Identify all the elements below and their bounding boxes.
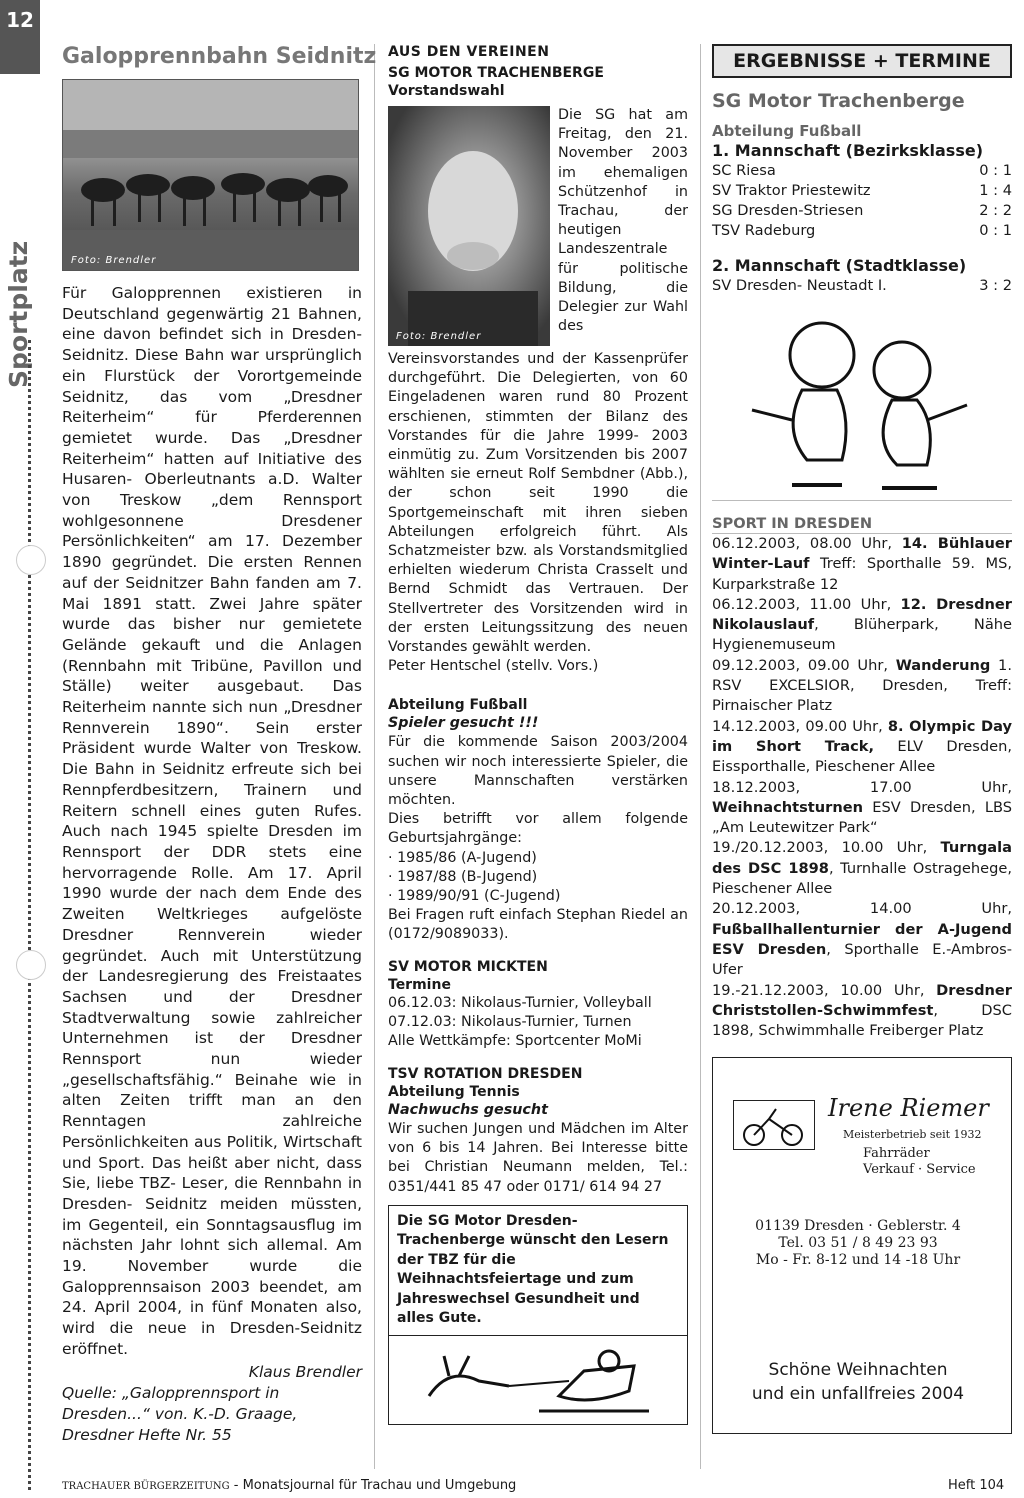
event-item: 18.12.2003, 17.00 Uhr, Weihnachtsturnen ESV Dresden, LBS „Am Leutewitzer Park“ — [712, 778, 1012, 837]
results-header: ERGEBNISSE + TERMINE — [712, 44, 1012, 78]
section-kicker: AUS DEN VEREINEN — [388, 44, 550, 60]
shop-since: Meisterbetrieb seit 1932 — [843, 1128, 982, 1142]
ice-hockey-cartoon — [712, 310, 1012, 501]
author: Klaus Brendler — [248, 1362, 362, 1381]
club-title: SV MOTOR MICKTEN — [388, 959, 548, 976]
birth-year-item: · 1989/90/91 (C-Jugend) — [388, 887, 561, 904]
ad-wish: Schöne Weihnachten — [768, 1360, 948, 1381]
results-list — [712, 161, 1012, 241]
club-subtitle: Vorstandswahl — [388, 83, 505, 99]
dotted-margin-rule — [28, 340, 31, 1490]
person-illustration — [388, 106, 550, 346]
article-body: Für Galopprennen existieren in Deutschland gegenwärtig 21 Bahnen, eine davon befindet sich in Dresden- Seidnitz. Diese Bahn war ursprünglich ein Flurstück der Vorortgemeinde Seidnitz, das vom „Dresdner Reiterheim“ für Pferderennen gemietet wurde. Das „Dresdner Reiterheim“ hatten auf Initiative des Husaren- Oberleutnants a.D. Walter von Treskow „dem Rennsport wohlgesonnene Dresdener Persönlichkeiten“ am 17. Dezember 1890 gegründet. Die ersten Rennen auf der Seidnitzer Bahn fanden am 7. Mai 1891 statt. Zwei Jahre später wurde das bisher nur gemietete Gelände gekauft und die Anlagen (Rennbahn mit Tribüne, Pavillon und Ställe) weiter ausgebaut. Das Reiterheim nannte sich nun „Dresdner Rennverein 1890“. Sein erster Präsident wurde Walter von Treskow. Die Bahn in Seidnitz erfreute sich bei Rennpferdbesitzern, Trainern und Reitern schnell eines guten Rufes. Auch nach 1945 spielte Dresden im Rennsport der DDR stets eine hervorragende Rolle. Am 17. April 1990 wurde der nach dem Ende des Zweiten Weltkrieges aufgelöste Dresdner Rennverein wieder gegründet. Auch mit Unterstützung der Landesregierung des Freistaates Sachsen und der Dresdner Stadtverwaltung sowie zahlreicher Unternehmen ist der Dresdner Rennsport nun wieder „gesellschaftsfähig.“ Beinahe wie in alten Zeiten trifft man an den Renntagen zahlreiche Persönlichkeiten aus Politik, Wirtschaft und Sport. Das heißt aber nicht, dass Sie, liebe TBZ- Leser, die Rennbahn in Dresden- Seidnitz meiden müssten, im Gegenteil, ein Sonntagsausflug im nächsten Jahr lohnt sich allemal. Am 19. November wurde die Galopprennsaison 2003 beendet, am 24. April 2004, in fünf Monaten also, wird die neue in Dresden-Seidnitz eröffnet. — [62, 284, 362, 1358]
paper-tagline: - Monatsjournal für Trachau und Umgebung — [229, 1478, 517, 1493]
result-row: SC Riesa 0 : 1 — [712, 162, 1012, 179]
sport-heading: SPORT IN DRESDEN — [712, 515, 1012, 534]
shop-line: Verkauf · Service — [863, 1162, 976, 1178]
birth-year-item: · 1987/88 (B-Jugend) — [388, 868, 538, 885]
club-subtitle: Termine — [388, 977, 451, 994]
issue-number: Heft 104 — [948, 1478, 1005, 1493]
shop-line: Fahrräder — [863, 1146, 930, 1162]
tennis-text: Wir suchen Jungen und Mädchen im Alter von 6 bis 14 Jahren. Bei Interesse bitte bei Christian Neumann melden, Tel.: 0351/441 85 47 oder 0171/ 614 94 27 — [388, 1121, 688, 1195]
team-title: 1. Mannschaft (Bezirksklasse) — [712, 141, 983, 160]
sleigh-illustration — [388, 1336, 688, 1425]
signature: Peter Hentschel (stellv. Vors.) — [388, 658, 599, 675]
club-title: TSV ROTATION DRESDEN — [388, 1066, 583, 1083]
result-row: SG Dresden-Striesen 2 : 2 — [712, 202, 1012, 219]
result-row: TSV Radeburg 0 : 1 — [712, 222, 1012, 239]
birth-years-intro: Dies betrifft vor allem folgende Geburtsjahrgänge: — [388, 811, 688, 847]
column-divider — [700, 44, 701, 1469]
portrait-photo — [388, 106, 550, 346]
result-row: SV Dresden- Neustadt I. 3 : 2 — [712, 277, 1012, 294]
event-item: 06.12.2003, 11.00 Uhr, 12. Dresdner Nikolauslauf, Blüherpark, Nähe Hygienemuseum — [712, 595, 1012, 654]
photo-credit: Foto: Brendler — [71, 255, 157, 266]
result-row: SV Traktor Priestewitz 1 : 4 — [712, 182, 1012, 199]
date-line: Alle Wettkämpfe: Sportcenter MoMi — [388, 1033, 642, 1050]
event-item: 09.12.2003, 09.00 Uhr, Wanderung 1. RSV EXCELSIOR, Dresden, Treff: Pirnaischer Platz — [712, 656, 1012, 715]
date-line: 07.12.03: Nikolaus-Turnier, Turnen — [388, 1014, 632, 1031]
department-title: Abteilung Fußball — [712, 122, 862, 140]
shop-phone: Tel. 03 51 / 8 49 23 93 — [778, 1235, 938, 1252]
date-line: 06.12.03: Nikolaus-Turnier, Volleyball — [388, 995, 652, 1012]
department-title: Abteilung Fußball — [388, 697, 528, 714]
paper-name: TRACHAUER BÜRGERZEITUNG — [62, 1481, 230, 1492]
punch-hole — [16, 545, 46, 575]
bicycle-shop-ad — [712, 1057, 1012, 1434]
shop-hours: Mo - Fr. 8-12 und 14 -18 Uhr — [755, 1252, 961, 1269]
results-schedule — [712, 44, 1012, 1434]
section-sidebar — [0, 74, 40, 1494]
event-item: 06.12.2003, 08.00 Uhr, 14. Bühlauer Winter-Lauf Treff: Sporthalle 59. MS, Kurparkstraße 12 — [712, 535, 1012, 593]
ad-wish: und ein unfallfreies 2004 — [751, 1384, 965, 1405]
racecourse-photo — [62, 79, 359, 271]
event-item: 20.12.2003, 14.00 Uhr, Fußballhallenturnier der A-Jugend ESV Dresden, Sporthalle E.-Ambros-Ufer — [712, 900, 1012, 979]
club-title: SG Motor Trachenberge — [712, 90, 965, 112]
shop-address: 01139 Dresden · Geblerstr. 4 — [755, 1218, 961, 1235]
event-item: 19./20.12.2003, 10.00 Uhr, Turngala des DSC 1898, Turnhalle Ostragehege, Pieschener Allee — [712, 839, 1012, 898]
page-number: 12 — [0, 0, 40, 74]
source-note: Quelle: „Galopprennsport in Dresden...“ von. K.-D. Graage, Dresdner Hefte Nr. 55 — [62, 1383, 298, 1444]
footer-masthead — [62, 1478, 516, 1493]
article-racecourse — [62, 44, 377, 1446]
photo-credit: Foto: Brendler — [396, 331, 482, 342]
contact-text: Bei Fragen ruft einfach Stephan Riedel an (0172/9089033). — [388, 906, 688, 942]
birth-year-item: · 1985/86 (A-Jugend) — [388, 849, 537, 866]
bicycle-icon — [733, 1100, 815, 1150]
club-news — [388, 44, 688, 1425]
club-subtitle: Abteilung Tennis — [388, 1084, 520, 1101]
club-title: SG MOTOR TRACHENBERGE — [388, 65, 604, 81]
article-title: Galopprennbahn Seidnitz — [62, 44, 377, 69]
election-text: Die SG hat am Freitag, den 21. November 2003 im ehemaligen Schützenhof in Trachau, der heutigen Landeszentrale für politische Bildung, die Delegier zur Wahl des Vereinsvorstandes und der Kassenprüfer durchgeführt. Die Delegierten, von 60 Eingeladenen waren rund 80 Prozent erschienen, stimmten der Bilanz des Vorstandes für die Jahre 1999- 2003 einmütig zu. Zum Vorsitzenden bis 2007 wählten sie erneut Rolf Sembdner (Abb.), der schon seit 1990 die Sportgemeinschaft mit ihren sieben Abteilungen erfolgreich führt. Als Schatzmeister bzw. als Vorstandsmitglied erhielten wiederum Christa Crasselt und Bernd Schmidt das Vertrauen. Der Stellvertreter des Vorsitzenden wird in der ersten Leitungssitzung des neuen Vorstandes gewählt werden. — [388, 107, 688, 656]
department-subtitle: Spieler gesucht !!! — [388, 715, 539, 732]
shop-name: Irene Riemer — [828, 1094, 989, 1123]
event-item: 14.12.2003, 09.00 Uhr, 8. Olympic Day im Short Track, ELV Dresden, Eissporthalle, Pieschener Allee — [712, 717, 1012, 776]
portrait-image — [388, 106, 550, 346]
reindeer-sleigh-drawing — [389, 1336, 687, 1422]
punch-hole — [16, 950, 46, 980]
section-label: Sportplatz — [4, 240, 33, 388]
team-title: 2. Mannschaft (Stadtklasse) — [712, 256, 967, 275]
skaters-drawing — [712, 310, 1012, 498]
column-divider — [374, 44, 375, 1469]
event-item: 19.-21.12.2003, 10.00 Uhr, Dresdner Christstollen-Schwimmfest, DSC 1898, Schwimmhalle Freiberger Platz — [712, 981, 1012, 1040]
horse-race-illustration — [63, 80, 358, 270]
club-subtitle-2: Nachwuchs gesucht — [388, 1102, 548, 1119]
event-list — [712, 534, 1012, 1041]
players-wanted-text: Für die kommende Saison 2003/2004 suchen wir noch interessierte Spieler, die unsere Mannschaften verstärken möchten. — [388, 734, 688, 809]
greeting-box: Die SG Motor Dresden-Trachenberge wünscht den Lesern der TBZ für die Weihnachtsfeiertage und zum Jahreswechsel Gesundheit und alles Gute. — [388, 1205, 688, 1336]
